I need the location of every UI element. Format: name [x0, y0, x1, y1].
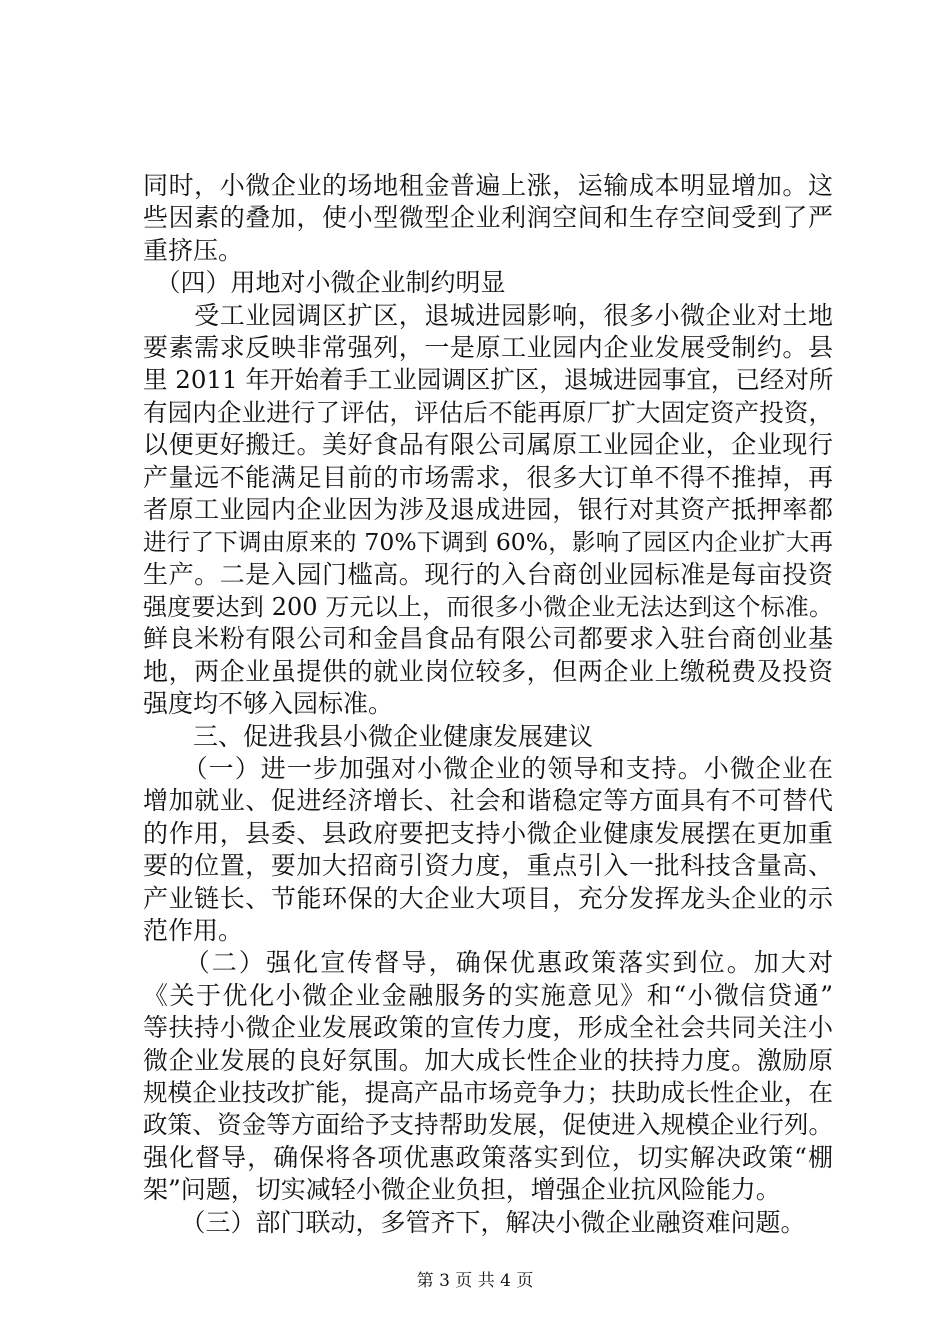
text-line: 鲜良米粉有限公司和金昌食品有限公司都要求入驻台商创业基 — [143, 624, 833, 654]
text-line: 同时，小微企业的场地租金普遍上涨，运输成本明显增加。这 — [143, 171, 833, 200]
text-line: 者原工业园内企业因为涉及退成进园，银行对其资产抵押率都 — [143, 494, 833, 524]
page-footer: 第 3 页 共 4 页 — [416, 1271, 534, 1291]
text-line: 政策、资金等方面给予支持帮助发展，促使进入规模企业行列。 — [143, 1110, 833, 1140]
text-line: 产业链长、节能环保的大企业大项目，充分发挥龙头企业的示 — [143, 883, 833, 913]
text-line: 些因素的叠加，使小型微型企业利润空间和生存空间受到了严 — [143, 203, 833, 233]
text-line: 重挤压。 — [143, 235, 244, 265]
text-line: （四）用地对小微企业制约明显 — [143, 268, 506, 298]
text-line: 要的位置，要加大招商引资力度，重点引入一批科技含量高、 — [143, 851, 833, 881]
text-line: 等扶持小微企业发展政策的宣传力度，形成全社会共同关注小 — [143, 1013, 833, 1043]
text-line: 产量远不能满足目前的市场需求，很多大订单不得不推掉，再 — [143, 462, 833, 492]
text-line: 架”问题，切实减轻小微企业负担，增强企业抗风险能力。 — [143, 1175, 781, 1205]
text-line: 有园内企业进行了评估，评估后不能再原厂扩大固定资产投资， — [143, 397, 833, 427]
text-line: （一）进一步加强对小微企业的领导和支持。小微企业在 — [143, 754, 833, 784]
text-line: 以便更好搬迁。美好食品有限公司属原工业园企业，企业现行 — [143, 430, 833, 460]
text-line: 强化督导，确保将各项优惠政策落实到位，切实解决政策“棚 — [143, 1142, 833, 1172]
text-line: 生产。二是入园门槛高。现行的入台商创业园标准是每亩投资 — [143, 559, 833, 589]
text-line: 三、促进我县小微企业健康发展建议 — [143, 721, 594, 751]
body-text — [143, 170, 833, 1239]
text-line: 受工业园调区扩区，退城进园影响，很多小微企业对土地 — [143, 300, 833, 330]
text-line: 里 2011 年开始着手工业园调区扩区，退城进园事宜，已经对所 — [143, 365, 834, 395]
text-line: 要素需求反映非常强列，一是原工业园内企业发展受制约。县 — [143, 332, 833, 362]
text-line: 增加就业、促进经济增长、社会和谐稳定等方面具有不可替代 — [143, 786, 833, 816]
text-line: 强度要达到 200 万元以上，而很多小微企业无法达到这个标准。 — [143, 593, 833, 622]
text-line: 进行了下调由原来的 70%下调到 60%，影响了园区内企业扩大再 — [143, 528, 833, 557]
text-line: 地，两企业虽提供的就业岗位较多，但两企业上缴税费及投资 — [143, 656, 833, 686]
text-line: 范作用。 — [143, 915, 244, 945]
text-line: 微企业发展的良好氛围。加大成长性企业的扶持力度。激励原 — [143, 1045, 833, 1075]
text-line: 的作用，县委、县政府要把支持小微企业健康发展摆在更加重 — [143, 818, 833, 848]
text-line: （三）部门联动，多管齐下，解决小微企业融资难问题。 — [143, 1207, 806, 1237]
text-line: 《关于优化小微企业金融服务的实施意见》和“小微信贷通” — [143, 980, 833, 1010]
text-line: 强度均不够入园标准。 — [143, 689, 394, 719]
text-line: （二）强化宣传督导，确保优惠政策落实到位。加大对 — [143, 948, 833, 978]
text-line: 规模企业技改扩能，提高产品市场竞争力；扶助成长性企业，在 — [143, 1077, 833, 1107]
